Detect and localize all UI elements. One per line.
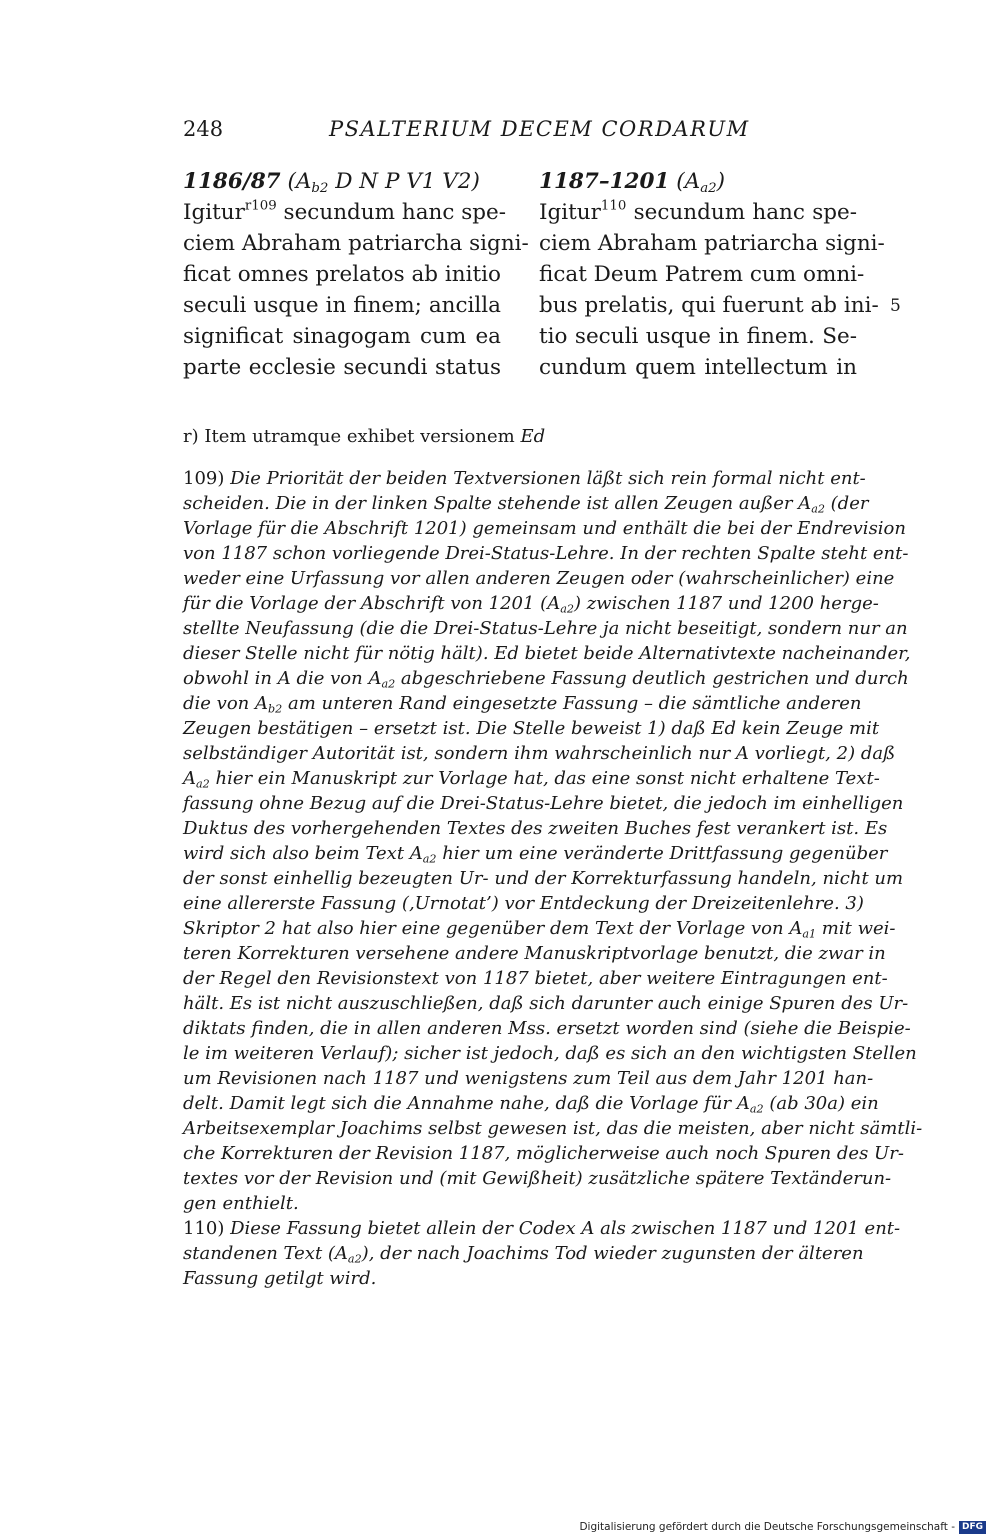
note-text: standenen Text (A <box>183 1243 348 1264</box>
note-109-line: der Regel den Revisionstext von 1187 bietet, aber weitere Eintragungen ent- <box>183 968 888 989</box>
left-first-rest: secundum hanc spe- <box>276 200 507 225</box>
right-line-1 <box>539 197 857 228</box>
right-line-6: cundum quem intellectum in <box>539 355 857 380</box>
note-109-line <box>183 1091 879 1116</box>
note-text: delt. Damit legt sich die Annahme nahe, daß die Vorlage für A <box>183 1093 750 1114</box>
right-column <box>539 166 885 383</box>
note-109-line: der sonst einhellig bezeugten Ur- und der Korrekturfassung handeln, nicht um <box>183 868 904 889</box>
right-line-4: bus prelatis, qui fuerunt ab ini- <box>539 293 879 318</box>
right-heading-open: (A <box>669 169 701 194</box>
note-109-line <box>183 666 909 691</box>
right-line-3: ficat Deum Patrem cum omni- <box>539 262 865 287</box>
note-text: ) zwischen 1187 und 1200 herge- <box>573 593 879 614</box>
left-heading-open: (A <box>280 169 312 194</box>
right-first-rest: secundum hanc spe- <box>626 200 857 225</box>
note-109-line: Zeugen bestätigen – ersetzt ist. Die Stelle beweist 1) daß Ed kein Zeuge mit <box>183 718 880 739</box>
note-109-line <box>183 691 862 716</box>
left-column-heading <box>183 166 501 197</box>
left-heading-sigla: D N P V1 V2) <box>328 169 480 194</box>
note-109-line: eine allererste Fassung (‚Urnotat’) vor Entdeckung der Dreizeitenlehre. 3) <box>183 893 864 914</box>
note-text: wird sich also beim Text A <box>183 843 423 864</box>
left-heading-sub: b2 <box>311 180 329 196</box>
note-109-line <box>183 491 869 516</box>
note-text: hier um eine veränderte Drittfassung gegenüber <box>436 843 888 864</box>
note-109-line: Arbeitsexemplar Joachims selbst gewesen ist, das die meisten, aber nicht sämtli- <box>183 1118 923 1139</box>
siglum-subscript: a1 <box>802 927 817 941</box>
note-109-line: stellte Neufassung (die die Drei-Status-Lehre ja nicht beseitigt, sondern nur an <box>183 618 908 639</box>
note-text: für die Vorlage der Abschrift von 1201 (A <box>183 593 561 614</box>
left-line-2: ciem Abraham patriarcha signi- <box>183 231 529 256</box>
note-110-line: Fassung getilgt wird. <box>183 1268 377 1289</box>
right-line-2: ciem Abraham patriarcha signi- <box>539 231 885 256</box>
note-text: Skriptor 2 hat also hier eine gegenüber dem Text der Vorlage von A <box>183 918 803 939</box>
left-line-6: parte ecclesie secundi status <box>183 355 501 380</box>
note-109-line: Duktus des vorhergehenden Textes des zweiten Buches fest verankert ist. Es <box>183 818 888 839</box>
note-110-number: 110) <box>183 1218 225 1239</box>
note-109-line: Vorlage für die Abschrift 1201) gemeinsam und enthält die bei der Endrevision <box>183 518 906 539</box>
siglum-subscript: a2 <box>381 677 396 691</box>
note-109-line: diktats finden, die in allen anderen Mss. ersetzt worden sind (siehe die Beispie- <box>183 1018 911 1039</box>
left-footnote-ref: r109 <box>244 198 277 214</box>
note-110-line <box>183 1216 901 1241</box>
siglum-subscript: a2 <box>196 777 210 791</box>
left-line-5: significat sinagogam cum ea <box>183 324 501 349</box>
note-109-line: um Revisionen nach 1187 und wenigstens zum Teil aus dem Jahr 1201 han- <box>183 1068 874 1089</box>
note-text: scheiden. Die in der linken Spalte stehende ist allen Zeugen außer A <box>183 493 812 514</box>
siglum-subscript: a2 <box>560 602 574 616</box>
digitization-credit <box>579 1520 986 1534</box>
note-109-line: weder eine Urfassung vor allen anderen Zeugen oder (wahrscheinlicher) eine <box>183 568 895 589</box>
note-text: Diese Fassung bietet allein der Codex A als zwischen 1187 und 1201 ent- <box>224 1218 901 1239</box>
note-text: Die Priorität der beiden Textversionen läßt sich rein formal nicht ent- <box>224 468 866 489</box>
note-109-line: hält. Es ist nicht auszuschließen, daß sich darunter auch einige Spuren des Ur- <box>183 993 909 1014</box>
note-110-line <box>183 1241 864 1266</box>
siglum-subscript: a2 <box>347 1252 362 1266</box>
left-first-word: Igitur <box>183 200 245 225</box>
note-text: obwohl in A die von A <box>183 668 382 689</box>
note-109-line: le im weiteren Verlauf); sicher ist jedoch, daß es sich an den wichtigsten Stellen <box>183 1043 917 1064</box>
right-footnote-ref: 110 <box>600 198 627 214</box>
left-column <box>183 166 529 383</box>
note-109-line <box>183 766 880 791</box>
note-109-line: textes vor der Revision und (mit Gewißheit) zusätzliche spätere Textänderun- <box>183 1168 892 1189</box>
siglum-subscript: a2 <box>811 502 825 516</box>
left-line-3: ficat omnes prelatos ab initio <box>183 262 501 287</box>
note-109-line <box>183 466 866 491</box>
credit-text: Digitalisierung gefördert durch die Deutsche Forschungsgemeinschaft - <box>579 1521 955 1533</box>
note-109-line: teren Korrekturen versehene andere Manuskriptvorlage benutzt, die zwar in <box>183 943 886 964</box>
note-text: mit wei- <box>816 918 896 939</box>
running-title: PSALTERIUM DECEM CORDARUM <box>329 117 750 141</box>
page-number: 248 <box>183 117 224 141</box>
left-heading-date: 1186/87 <box>183 169 281 194</box>
left-line-1 <box>183 197 507 228</box>
note-text: ), der nach Joachims Tod wieder zugunsten der älteren <box>361 1243 864 1264</box>
note-109-line: selbständiger Autorität ist, sondern ihm wahrscheinlich nur A vorliegt, 2) daß <box>183 743 896 764</box>
note-109-line <box>183 916 896 941</box>
note-109-line: fassung ohne Bezug auf die Drei-Status-Lehre bietet, die jedoch im einhelligen <box>183 793 904 814</box>
right-heading-sigla: ) <box>716 169 726 194</box>
apparatus-note <box>183 424 545 450</box>
note-text: (ab 30a) ein <box>763 1093 879 1114</box>
right-heading-date: 1187–1201 <box>539 169 670 194</box>
right-heading-sub: a2 <box>700 180 717 196</box>
margin-line-number: 5 <box>890 296 901 316</box>
right-column-heading <box>539 166 857 197</box>
note-text: abgeschriebene Fassung deutlich gestrichen und durch <box>395 668 909 689</box>
note-109-line: gen enthielt. <box>183 1193 299 1214</box>
dfg-logo: DFG <box>959 1521 986 1534</box>
note-109-line <box>183 591 879 616</box>
note-text: die von A <box>183 693 268 714</box>
note-text: (der <box>824 493 869 514</box>
footnotes <box>183 466 923 1291</box>
apparatus-siglum: Ed <box>520 426 546 447</box>
siglum-subscript: a2 <box>422 852 437 866</box>
note-109-number: 109) <box>183 468 225 489</box>
left-line-4: seculi usque in finem; ancilla <box>183 293 501 318</box>
note-text: am unteren Rand eingesetzte Fassung – die sämtliche anderen <box>282 693 862 714</box>
note-109-line: von 1187 schon vorliegende Drei-Status-Lehre. In der rechten Spalte steht ent- <box>183 543 909 564</box>
apparatus-text: r) Item utramque exhibet versionem <box>183 426 521 447</box>
right-line-5: tio seculi usque in finem. Se- <box>539 324 857 349</box>
note-109-line: che Korrekturen der Revision 1187, möglicherweise auch noch Spuren des Ur- <box>183 1143 904 1164</box>
siglum-subscript: b2 <box>267 702 283 716</box>
siglum-subscript: a2 <box>749 1102 764 1116</box>
note-109-line: dieser Stelle nicht für nötig hält). Ed bietet beide Alternativtexte nacheinander, <box>183 643 911 664</box>
note-109-line <box>183 841 888 866</box>
right-first-word: Igitur <box>539 200 601 225</box>
note-text: hier ein Manuskript zur Vorlage hat, das eine sonst nicht erhaltene Text- <box>209 768 880 789</box>
note-text: A <box>183 768 196 789</box>
